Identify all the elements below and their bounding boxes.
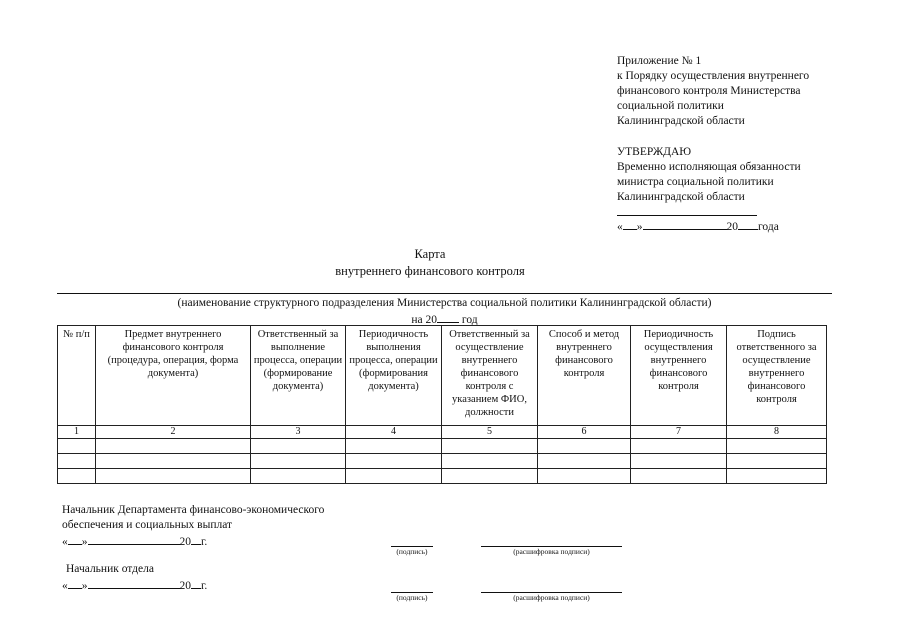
column-number: 4: [346, 426, 442, 439]
signature-date-line: [62, 533, 324, 550]
year-prefix: на 20: [411, 314, 438, 326]
document-title: [0, 246, 860, 280]
day-blank: [68, 533, 82, 545]
column-number: 8: [727, 426, 827, 439]
table-number-row: [58, 426, 827, 439]
date-year-prefix: 20: [726, 221, 738, 233]
column-number: 6: [538, 426, 631, 439]
signature-block-section-head: [62, 562, 207, 594]
day-blank: [623, 218, 637, 230]
month-blank: [88, 533, 180, 545]
day-blank: [68, 577, 82, 589]
header-cell: Ответственный за осуществление внутреннего финансового контроля с указанием ФИО, должности: [442, 326, 538, 426]
signature-date-line: [62, 577, 207, 594]
appendix-block: [617, 54, 809, 129]
year-blank: [738, 218, 758, 230]
column-number: 3: [251, 426, 346, 439]
table-header-row: [58, 326, 827, 426]
header-cell: Способ и метод внутреннего финансового контроля: [538, 326, 631, 426]
table-row: [58, 439, 827, 454]
header-cell: Подпись ответственного за осуществление внутреннего финансового контроля: [727, 326, 827, 426]
header-cell: Периодичность выполнения процесса, операции (формирования документа): [346, 326, 442, 426]
department-caption: (наименование структурного подразделения Министерства социальной политики Калининградской области): [177, 297, 712, 309]
year-blank: [437, 311, 459, 323]
approval-line: Калининградской области: [617, 191, 745, 203]
date-quote-close: »: [81, 536, 88, 548]
header-cell: № п/п: [58, 326, 96, 426]
date-quote-open: «: [62, 580, 68, 592]
signer-title-line-2: обеспечения и социальных выплат: [62, 519, 233, 531]
approval-date-line: [617, 218, 801, 235]
header-cell: Ответственный за выполнение процесса, операции (формирование документа): [251, 326, 346, 426]
date-year-prefix: 20: [179, 536, 191, 548]
signer-title: Начальник отдела: [66, 563, 154, 575]
approval-line: Временно исполняющая обязанности: [617, 161, 801, 173]
appendix-line: Калининградской области: [617, 115, 745, 127]
title-line-1: Карта: [414, 247, 446, 261]
signature-block-department-head: [62, 503, 324, 550]
control-table: [57, 325, 827, 484]
month-blank: [643, 218, 727, 230]
appendix-line: Приложение № 1: [617, 55, 702, 67]
approval-block: [617, 145, 801, 235]
date-suffix: г.: [201, 536, 208, 548]
date-quote-open: «: [62, 536, 68, 548]
table-row: [58, 469, 827, 484]
date-quote-close: »: [81, 580, 88, 592]
signature-field: (подпись): [391, 592, 433, 602]
column-number: 2: [96, 426, 251, 439]
column-number: 5: [442, 426, 538, 439]
year-blank: [191, 533, 201, 545]
month-blank: [88, 577, 180, 589]
date-year-prefix: 20: [179, 580, 191, 592]
approval-heading: УТВЕРЖДАЮ: [617, 146, 692, 158]
appendix-line: к Порядку осуществления внутреннего: [617, 70, 810, 82]
department-name-line: [57, 293, 832, 294]
year-suffix: год: [461, 314, 478, 326]
header-cell: Предмет внутреннего финансового контроля (процедура, операция, форма документа): [96, 326, 251, 426]
approval-signature-line: [617, 205, 757, 216]
signature-decoding-field: (расшифровка подписи): [481, 546, 622, 556]
year-blank: [191, 577, 201, 589]
date-suffix: года: [758, 221, 779, 233]
header-cell: Периодичность осуществления внутреннего финансового контроля: [631, 326, 727, 426]
signature-field: (подпись): [391, 546, 433, 556]
approval-line: министра социальной политики: [617, 176, 774, 188]
date-quote-close: »: [636, 221, 643, 233]
column-number: 7: [631, 426, 727, 439]
appendix-line: социальной политики: [617, 100, 724, 112]
title-line-2: внутреннего финансового контроля: [335, 264, 525, 278]
signature-decoding-field: (расшифровка подписи): [481, 592, 622, 602]
date-suffix: г.: [201, 580, 208, 592]
table-row: [58, 454, 827, 469]
signer-title-line-1: Начальник Департамента финансово-экономического: [62, 504, 325, 516]
appendix-line: финансового контроля Министерства: [617, 85, 801, 97]
column-number: 1: [58, 426, 96, 439]
date-quote-open: «: [617, 221, 623, 233]
